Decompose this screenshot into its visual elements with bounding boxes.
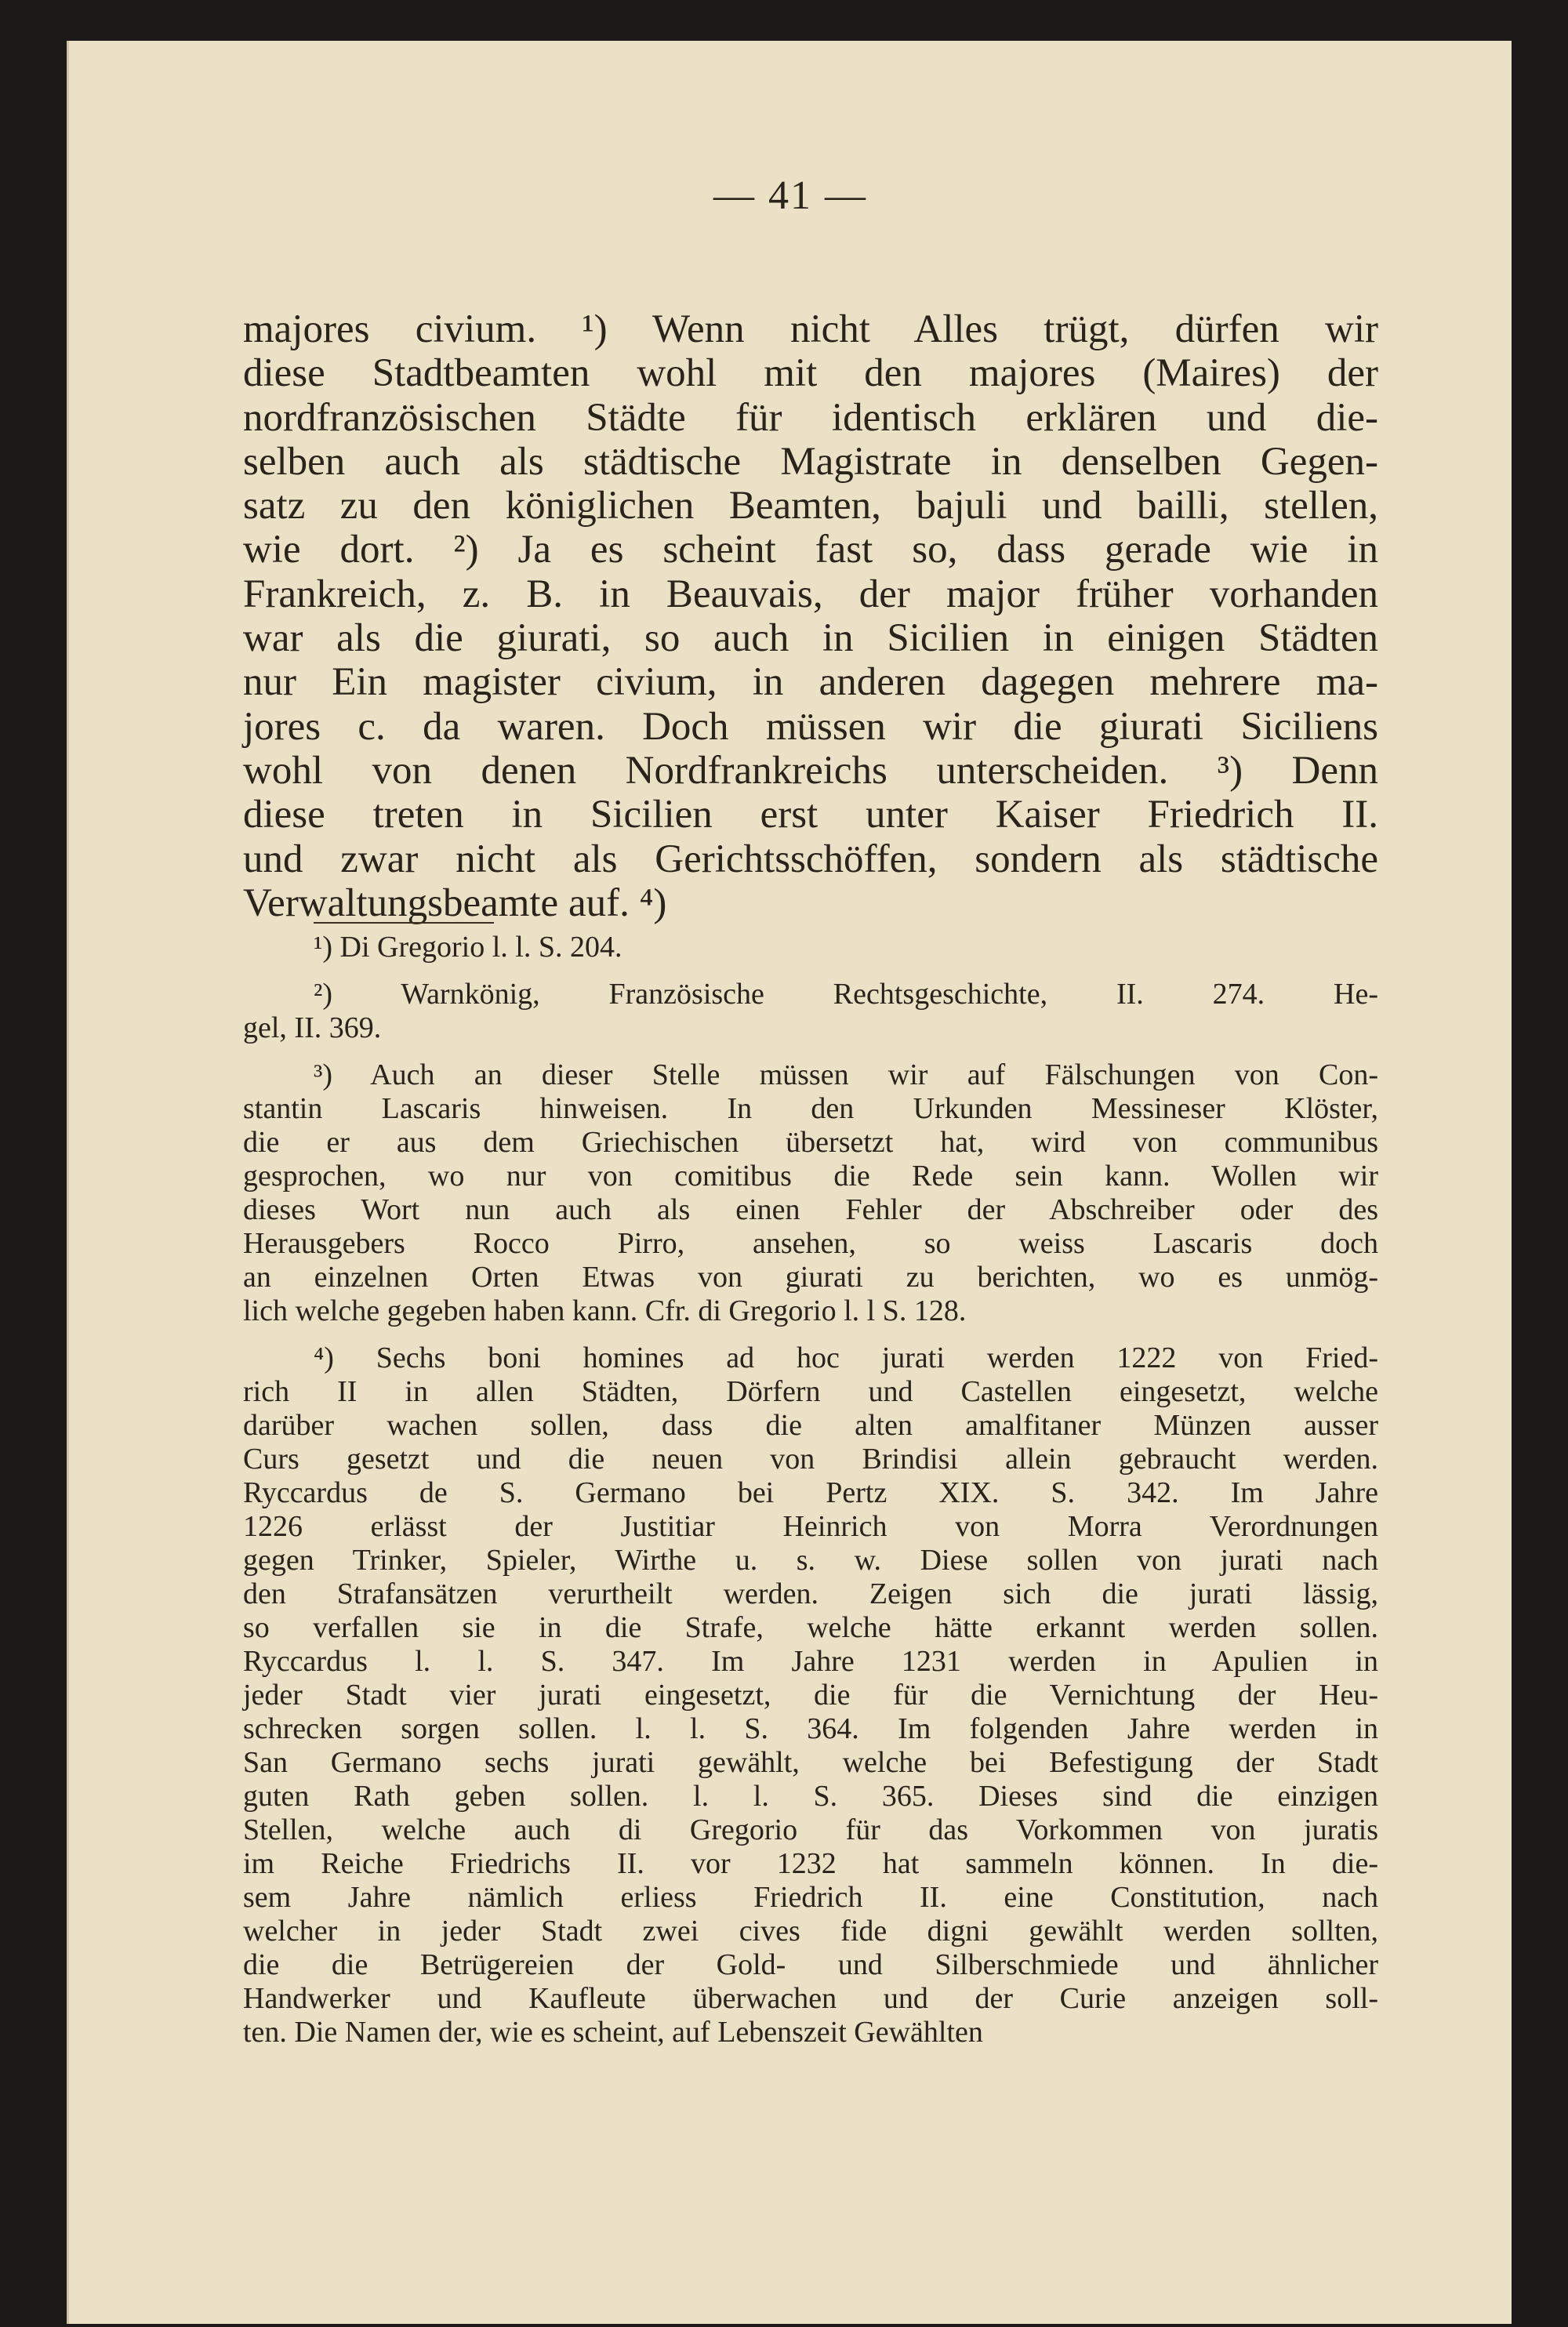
footnote-separator (314, 922, 494, 924)
main-text (243, 307, 1378, 925)
footnote-line: lich welche gegeben haben kann. Cfr. di Gregorio l. l S. 128. (243, 1294, 967, 1327)
footnote-line: an einzelnen Orten Etwas von giurati zu berichten, wo es unmög- (243, 1261, 1378, 1294)
footnote-line: im Reiche Friedrichs II. vor 1232 hat sammeln können. In die- (243, 1847, 1378, 1880)
footnote-line: Ryccardus de S. Germano bei Pertz XIX. S. 342. Im Jahre (243, 1476, 1378, 1509)
footnote-line: so verfallen sie in die Strafe, welche hätte erkannt werden sollen. (243, 1611, 1378, 1644)
footnote-line: Handwerker und Kaufleute überwachen und der Curie anzeigen soll- (243, 1982, 1378, 2015)
footnote-line: gegen Trinker, Spieler, Wirthe u. s. w. Diese sollen von jurati nach (243, 1544, 1378, 1577)
main-text-line: majores civium. ¹) Wenn nicht Alles trügt, dürfen wir (243, 307, 1378, 351)
main-text-line: Verwaltungsbeamte auf. ⁴) (243, 880, 667, 925)
footnote-4 (243, 1341, 1378, 2049)
footnote-line: darüber wachen sollen, dass die alten amalfitaner Münzen ausser (243, 1409, 1378, 1442)
page-number: 41 (768, 173, 812, 218)
main-text-line: wohl von denen Nordfrankreichs unterscheiden. ³) Denn (243, 748, 1378, 793)
footnote-line: Stellen, welche auch di Gregorio für das Vorkommen von juratis (243, 1813, 1378, 1846)
main-text-line: diese Stadtbeamten wohl mit den majores (Maires) der (243, 351, 1378, 396)
footnote-line: die die Betrügereien der Gold- und Silberschmiede und ähnlicher (243, 1948, 1378, 1981)
page-number-header (69, 172, 1512, 219)
footnote-3 (243, 1058, 1378, 1328)
footnote-line: ⁴) Sechs boni homines ad hoc jurati werden 1222 von Fried- (314, 1341, 1378, 1374)
header-dash-left: — (713, 173, 756, 218)
main-text-line: jores c. da waren. Doch müssen wir die giurati Siciliens (243, 704, 1378, 749)
footnote-line: ²) Warnkönig, Französische Rechtsgeschichte, II. 274. He- (314, 978, 1378, 1011)
footnote-line: guten Rath geben sollen. l. l. S. 365. Dieses sind die einzigen (243, 1780, 1378, 1813)
footnote-line: ten. Die Namen der, wie es scheint, auf Lebenszeit Gewählten (243, 2016, 983, 2049)
footnote-line: ³) Auch an dieser Stelle müssen wir auf Fälschungen von Con- (314, 1058, 1378, 1091)
footnote-line: gesprochen, wo nur von comitibus die Rede sein kann. Wollen wir (243, 1160, 1378, 1193)
footnote-line: dieses Wort nun auch als einen Fehler der Abschreiber oder des (243, 1193, 1378, 1226)
footnote-line: stantin Lascaris hinweisen. In den Urkunden Messineser Klöster, (243, 1092, 1378, 1125)
main-text-line: nordfranzösischen Städte für identisch erklären und die- (243, 395, 1378, 440)
footnote-line: welcher in jeder Stadt zwei cives fide digni gewählt werden sollten, (243, 1915, 1378, 1948)
footnote-line: schrecken sorgen sollen. l. l. S. 364. Im folgenden Jahre werden in (243, 1712, 1378, 1745)
footnotes (243, 931, 1378, 2063)
book-page (67, 41, 1512, 2324)
footnote-line: Curs gesetzt und die neuen von Brindisi allein gebraucht werden. (243, 1443, 1378, 1476)
footnote-line: jeder Stadt vier jurati eingesetzt, die für die Vernichtung der Heu- (243, 1679, 1378, 1712)
main-text-line: Frankreich, z. B. in Beauvais, der major früher vorhanden (243, 572, 1378, 616)
main-text-line: wie dort. ²) Ja es scheint fast so, dass gerade wie in (243, 528, 1378, 572)
footnote-1 (243, 931, 1378, 964)
footnote-line: Herausgebers Rocco Pirro, ansehen, so weiss Lascaris doch (243, 1227, 1378, 1260)
footnote-line: gel, II. 369. (243, 1011, 382, 1044)
main-text-line: war als die giurati, so auch in Sicilien in einigen Städten (243, 616, 1378, 661)
footnote-line: sem Jahre nämlich erliess Friedrich II. eine Constitution, nach (243, 1881, 1378, 1914)
main-text-line: diese treten in Sicilien erst unter Kaiser Friedrich II. (243, 793, 1378, 837)
footnote-line: den Strafansätzen verurtheilt werden. Zeigen sich die jurati lässig, (243, 1577, 1378, 1610)
footnote-line: ¹) Di Gregorio l. l. S. 204. (314, 931, 622, 964)
header-dash-right: — (825, 173, 867, 218)
footnote-2 (243, 978, 1378, 1045)
main-text-line: selben auch als städtische Magistrate in denselben Gegen- (243, 439, 1378, 484)
main-text-line: nur Ein magister civium, in anderen dagegen mehrere ma- (243, 660, 1378, 705)
footnote-line: San Germano sechs jurati gewählt, welche bei Befestigung der Stadt (243, 1746, 1378, 1779)
footnote-line: rich II in allen Städten, Dörfern und Castellen eingesetzt, welche (243, 1375, 1378, 1408)
footnote-line: 1226 erlässt der Justitiar Heinrich von Morra Verordnungen (243, 1510, 1378, 1543)
main-text-line: satz zu den königlichen Beamten, bajuli und bailli, stellen, (243, 484, 1378, 528)
footnote-line: die er aus dem Griechischen übersetzt hat, wird von communibus (243, 1126, 1378, 1159)
footnote-line: Ryccardus l. l. S. 347. Im Jahre 1231 werden in Apulien in (243, 1645, 1378, 1678)
main-text-line: und zwar nicht als Gerichtsschöffen, sondern als städtische (243, 837, 1378, 881)
